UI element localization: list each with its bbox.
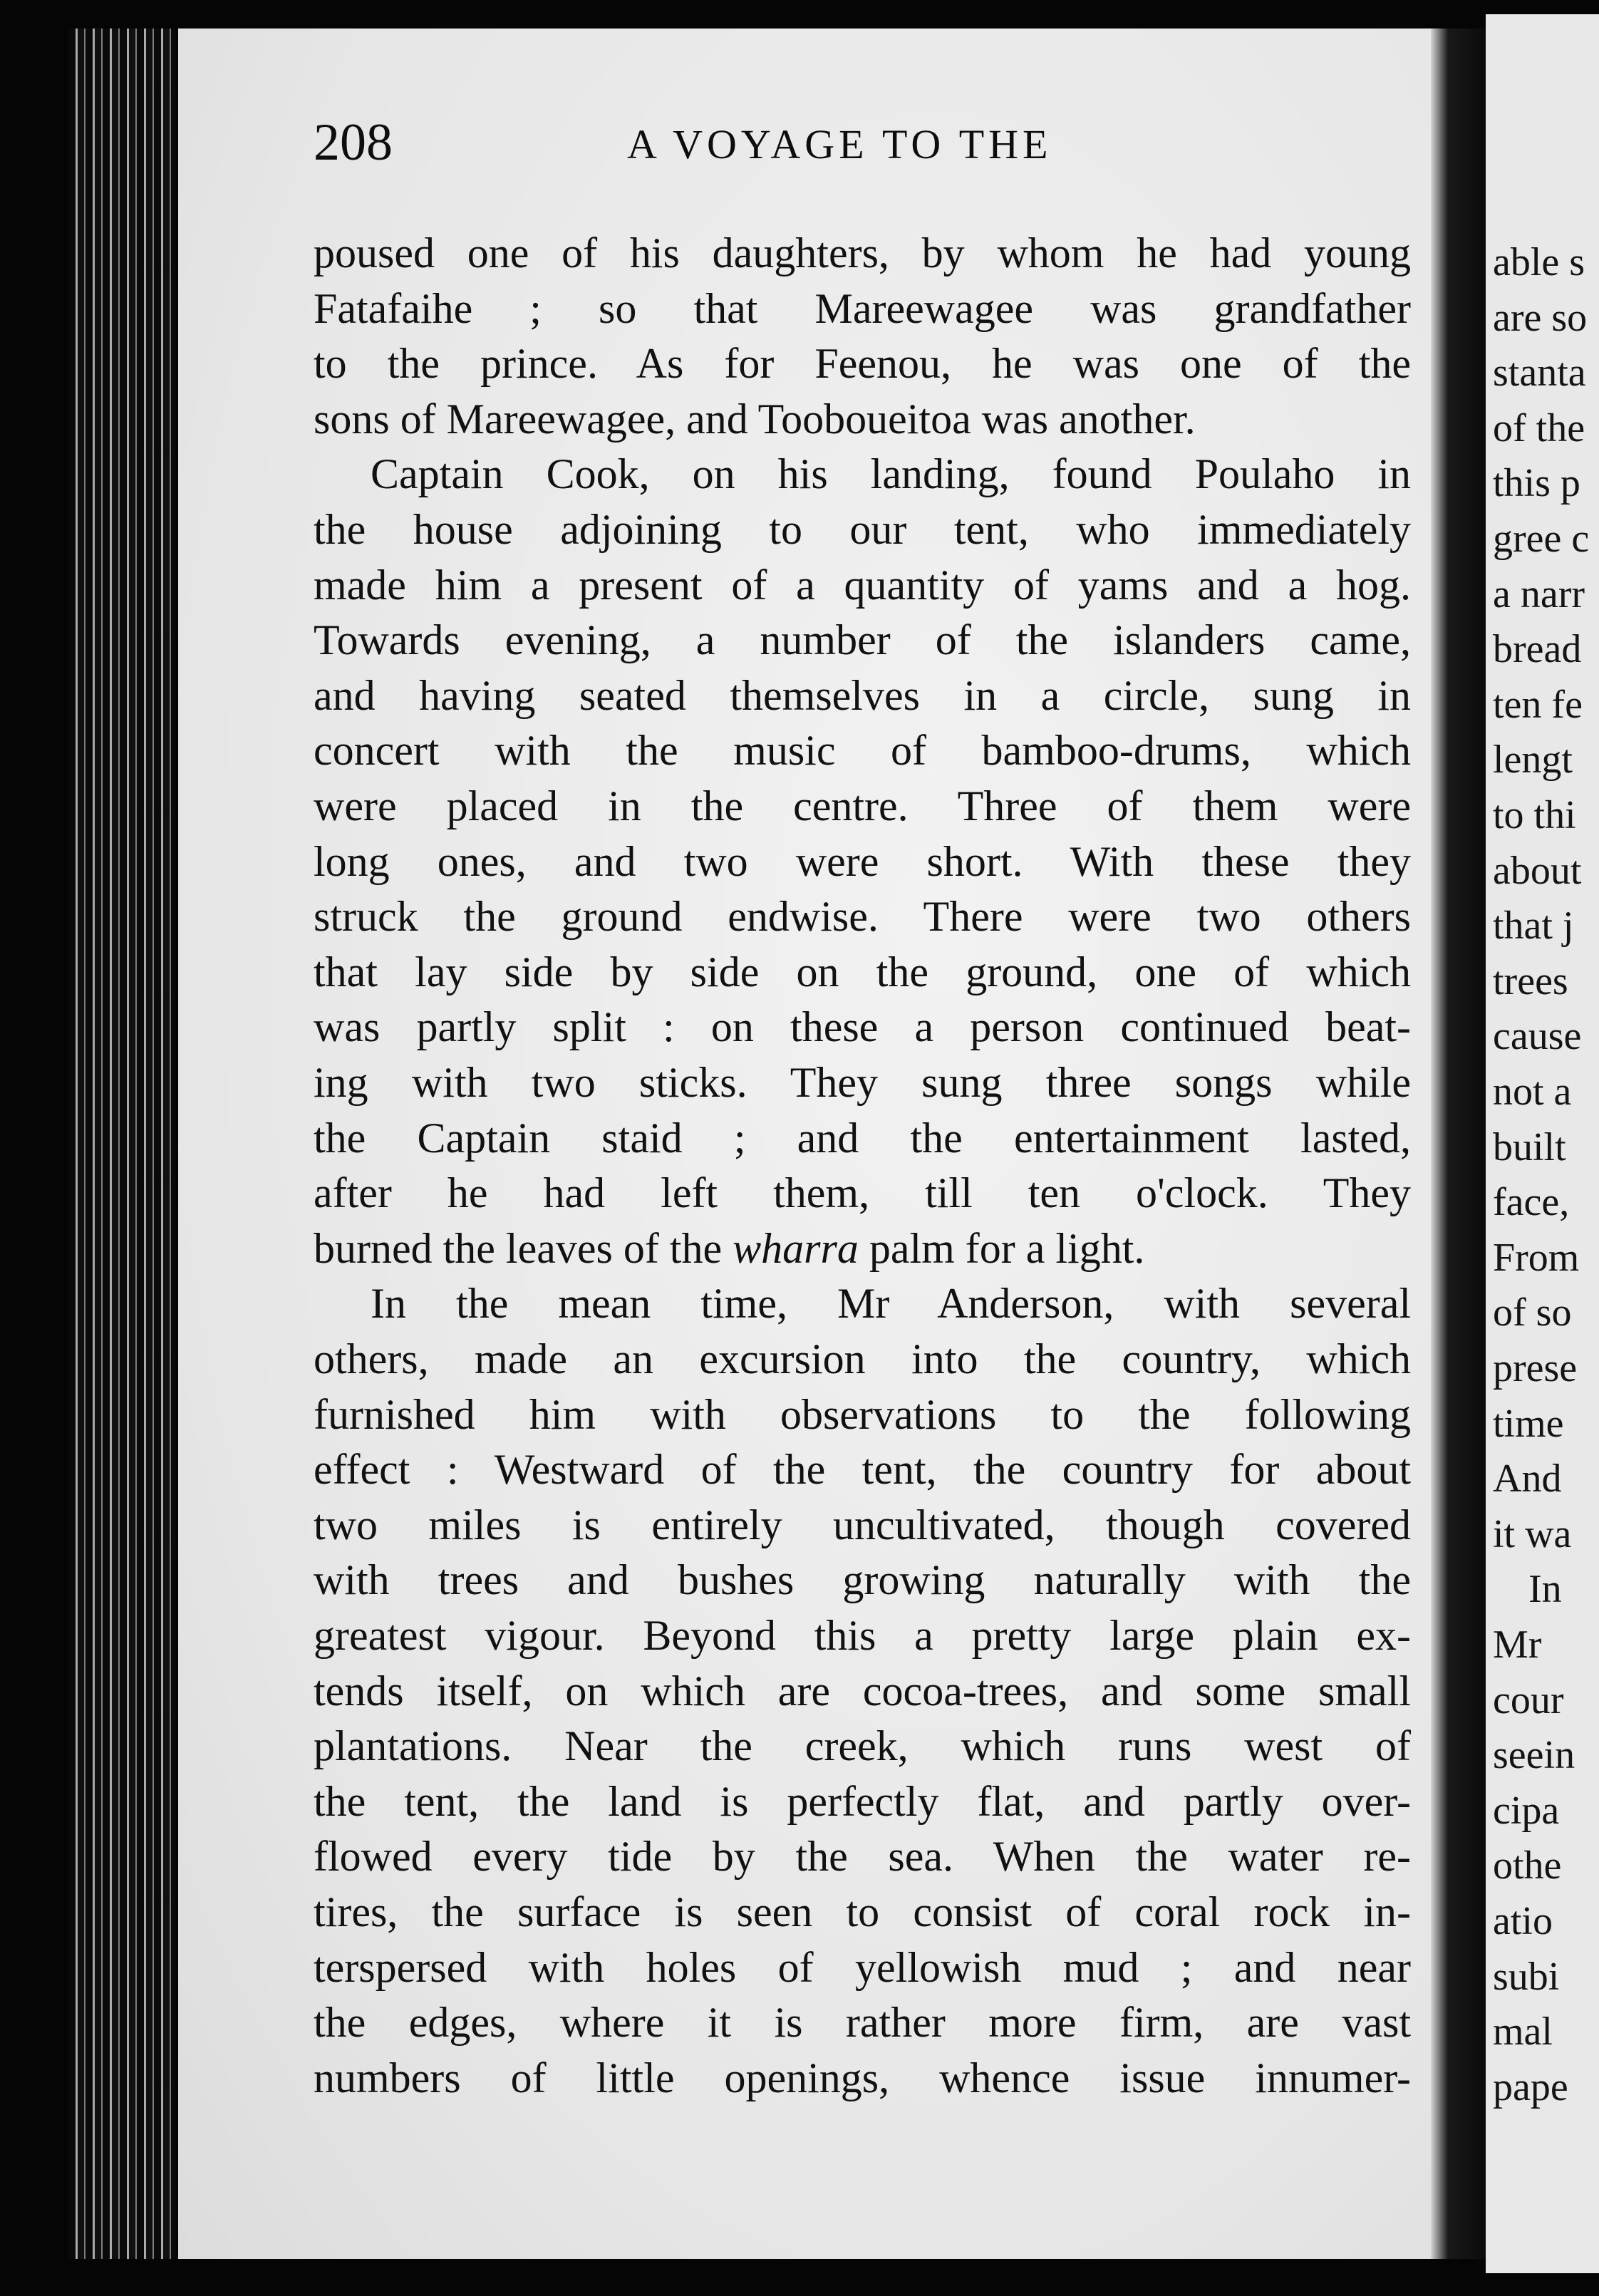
facing-page-line: Mr bbox=[1493, 1623, 1542, 1667]
running-head: A VOYAGE TO THE bbox=[627, 121, 1052, 167]
facing-page-line: able s bbox=[1493, 240, 1585, 284]
text-line: greatest vigour. Beyond this a pretty large plain ex- bbox=[314, 1612, 1411, 1659]
text-line: to the prince. As for Feenou, he was one of the bbox=[314, 340, 1411, 388]
text-line: ing with two sticks. They sung three songs while bbox=[314, 1059, 1411, 1106]
facing-page-line: built bbox=[1493, 1124, 1566, 1169]
text-line: were placed in the centre. Three of them were bbox=[314, 782, 1411, 829]
facing-page-line: of so bbox=[1493, 1291, 1572, 1335]
text-line: flowed every tide by the sea. When the water re- bbox=[314, 1833, 1411, 1881]
text-line: long ones, and two were short. With these they bbox=[314, 837, 1411, 885]
facing-page-line: And bbox=[1493, 1457, 1562, 1501]
page-header bbox=[314, 114, 1411, 178]
text-line: sons of Mareewagee, and Tooboueitoa was another. bbox=[314, 395, 1196, 443]
text-line: the Captain staid ; and the entertainment lasted, bbox=[314, 1114, 1411, 1162]
facing-page-line: trees bbox=[1493, 958, 1568, 1003]
text-line: the edges, where it is rather more firm, are vast bbox=[314, 1999, 1411, 2047]
text-line: others, made an excursion into the country, which bbox=[314, 1335, 1411, 1382]
facing-page-line: mal bbox=[1493, 2010, 1553, 2054]
facing-page-line: it wa bbox=[1493, 1511, 1572, 1556]
facing-page-line: cause bbox=[1493, 1014, 1582, 1059]
facing-page-line: are so bbox=[1493, 295, 1588, 340]
text-line: and having seated themselves in a circle, sung in bbox=[314, 671, 1411, 719]
text-line: that lay side by side on the ground, one of which bbox=[314, 948, 1411, 996]
facing-page-line: to thi bbox=[1493, 793, 1576, 837]
facing-page-fragment bbox=[1486, 14, 1599, 2273]
text-line: tires, the surface is seen to consist of coral rock in- bbox=[314, 1888, 1411, 1935]
facing-page-line: From bbox=[1493, 1235, 1580, 1280]
facing-page-line: a narr bbox=[1493, 572, 1585, 616]
book-binding bbox=[68, 29, 175, 2259]
text-line: furnished him with observations to the following bbox=[314, 1390, 1411, 1438]
facing-page-line: In bbox=[1528, 1567, 1562, 1612]
facing-page-line: prese bbox=[1493, 1346, 1578, 1390]
facing-page-line: gree c bbox=[1493, 517, 1590, 561]
facing-page-line: subi bbox=[1493, 1954, 1560, 1999]
facing-page-line: othe bbox=[1493, 1843, 1562, 1888]
text-line: Fatafaihe ; so that Mareewagee was grandfather bbox=[314, 284, 1411, 332]
facing-page-line: time bbox=[1493, 1401, 1564, 1446]
facing-page-line: cipa bbox=[1493, 1788, 1560, 1833]
facing-page-line: stanta bbox=[1493, 351, 1586, 395]
text-line: made him a present of a quantity of yams and a hog. bbox=[314, 561, 1411, 609]
text-line: numbers of little openings, whence issue innumer- bbox=[314, 2054, 1411, 2101]
text-segment: burned the leaves of the bbox=[314, 1224, 733, 1272]
text-line: effect : Westward of the tent, the country for about bbox=[314, 1446, 1411, 1494]
facing-page-line: about bbox=[1493, 848, 1582, 893]
text-line: the house adjoining to our tent, who immediately bbox=[314, 506, 1411, 553]
facing-page-line: ten fe bbox=[1493, 682, 1583, 727]
text-line: In the mean time, Mr Anderson, with several bbox=[371, 1280, 1411, 1328]
facing-page-line: atio bbox=[1493, 1899, 1553, 1943]
facing-page-line: of the bbox=[1493, 405, 1585, 450]
text-line: tends itself, on which are cocoa-trees, and some small bbox=[314, 1667, 1411, 1715]
text-line: after he had left them, till ten o'clock. They bbox=[314, 1169, 1411, 1217]
facing-page-line: seein bbox=[1493, 1733, 1575, 1778]
text-line bbox=[314, 1224, 1411, 1273]
text-line: was partly split : on these a person continued beat- bbox=[314, 1003, 1411, 1051]
text-line: plantations. Near the creek, which runs west of bbox=[314, 1722, 1411, 1770]
italic-term: wharra bbox=[733, 1224, 859, 1272]
text-line: Captain Cook, on his landing, found Poulaho in bbox=[371, 450, 1411, 498]
facing-page-line: that j bbox=[1493, 904, 1574, 948]
text-line: concert with the music of bamboo-drums, which bbox=[314, 727, 1411, 775]
facing-page-line: this p bbox=[1493, 461, 1580, 506]
text-line: Towards evening, a number of the islanders came, bbox=[314, 616, 1411, 664]
facing-page-line: pape bbox=[1493, 2064, 1568, 2109]
text-line: terspersed with holes of yellowish mud ; and near bbox=[314, 1943, 1411, 1991]
text-line: two miles is entirely uncultivated, though covered bbox=[314, 1501, 1411, 1548]
text-line: with trees and bushes growing naturally with the bbox=[314, 1556, 1411, 1604]
facing-page-line: bread bbox=[1493, 627, 1582, 672]
text-line: struck the ground endwise. There were two others bbox=[314, 893, 1411, 941]
facing-page-line: face, bbox=[1493, 1180, 1570, 1225]
text-line: poused one of his daughters, by whom he had young bbox=[314, 229, 1411, 276]
page-number: 208 bbox=[314, 113, 393, 172]
text-segment: palm for a light. bbox=[858, 1224, 1145, 1272]
facing-page-line: cour bbox=[1493, 1677, 1564, 1722]
facing-page-line: not a bbox=[1493, 1070, 1572, 1114]
page-gutter bbox=[1431, 29, 1488, 2259]
text-line: the tent, the land is perfectly flat, and partly over- bbox=[314, 1777, 1411, 1825]
facing-page-line: lengt bbox=[1493, 738, 1573, 782]
